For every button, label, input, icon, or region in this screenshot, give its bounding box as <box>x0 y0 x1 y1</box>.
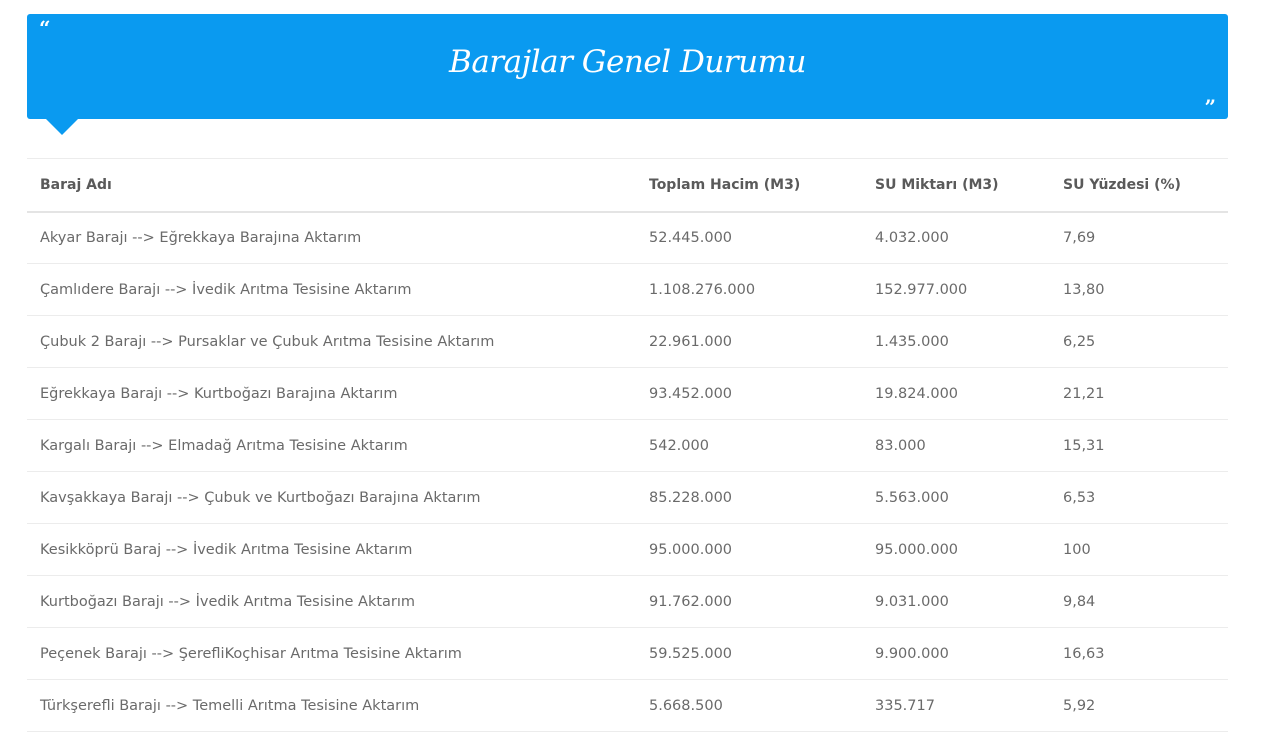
water-percent-cell: 9,84 <box>1063 593 1096 610</box>
total-volume-cell: 91.762.000 <box>649 593 733 610</box>
table-row <box>27 212 1228 264</box>
dam-name-cell: Kargalı Barajı --> Elmadağ Arıtma Tesisine Aktarım <box>40 437 408 454</box>
water-amount-cell: 4.032.000 <box>875 229 949 246</box>
dams-table <box>27 158 1228 732</box>
water-amount-cell: 5.563.000 <box>875 489 949 506</box>
water-percent-cell: 6,53 <box>1063 489 1096 506</box>
header-total-volume: Toplam Hacim (M3) <box>649 176 801 193</box>
water-amount-cell: 335.717 <box>875 697 935 714</box>
dam-name-cell: Peçenek Barajı --> ŞerefliKoçhisar Arıtma Tesisine Aktarım <box>40 645 462 662</box>
table-row <box>27 680 1228 732</box>
water-amount-cell: 19.824.000 <box>875 385 959 402</box>
water-amount-cell: 9.900.000 <box>875 645 949 662</box>
water-percent-cell: 100 <box>1063 541 1091 558</box>
water-percent-cell: 15,31 <box>1063 437 1105 454</box>
table-header-row <box>27 159 1228 212</box>
table-row <box>27 472 1228 524</box>
total-volume-cell: 95.000.000 <box>649 541 733 558</box>
header-water-amount: SU Miktarı (M3) <box>875 176 999 193</box>
water-percent-cell: 7,69 <box>1063 229 1096 246</box>
total-volume-cell: 542.000 <box>649 437 709 454</box>
total-volume-cell: 52.445.000 <box>649 229 733 246</box>
total-volume-cell: 22.961.000 <box>649 333 733 350</box>
water-percent-cell: 5,92 <box>1063 697 1096 714</box>
dam-name-cell: Çamlıdere Barajı --> İvedik Arıtma Tesisine Aktarım <box>40 281 412 298</box>
banner-pointer-arrow <box>46 119 78 135</box>
water-amount-cell: 152.977.000 <box>875 281 968 298</box>
table-row <box>27 264 1228 316</box>
dam-name-cell: Türkşerefli Barajı --> Temelli Arıtma Tesisine Aktarım <box>40 697 420 714</box>
dam-name-cell: Akyar Barajı --> Eğrekkaya Barajına Aktarım <box>40 229 362 246</box>
open-quote-icon: “ <box>39 16 51 40</box>
table-row <box>27 628 1228 680</box>
water-amount-cell: 1.435.000 <box>875 333 949 350</box>
water-percent-cell: 6,25 <box>1063 333 1096 350</box>
total-volume-cell: 59.525.000 <box>649 645 733 662</box>
dam-name-cell: Çubuk 2 Barajı --> Pursaklar ve Çubuk Arıtma Tesisine Aktarım <box>40 333 495 350</box>
water-amount-cell: 9.031.000 <box>875 593 949 610</box>
water-percent-cell: 13,80 <box>1063 281 1105 298</box>
header-dam-name: Baraj Adı <box>40 176 112 193</box>
dam-name-cell: Kesikköprü Baraj --> İvedik Arıtma Tesisine Aktarım <box>40 541 413 558</box>
dam-name-cell: Kurtboğazı Barajı --> İvedik Arıtma Tesisine Aktarım <box>40 593 416 610</box>
water-amount-cell: 95.000.000 <box>875 541 959 558</box>
table-row <box>27 576 1228 628</box>
table-row <box>27 316 1228 368</box>
table-row <box>27 524 1228 576</box>
total-volume-cell: 85.228.000 <box>649 489 733 506</box>
page-banner <box>27 14 1228 119</box>
water-amount-cell: 83.000 <box>875 437 926 454</box>
dam-name-cell: Kavşakkaya Barajı --> Çubuk ve Kurtboğazı Barajına Aktarım <box>40 489 481 506</box>
total-volume-cell: 93.452.000 <box>649 385 733 402</box>
page-title: Barajlar Genel Durumu <box>449 44 806 80</box>
table-row <box>27 368 1228 420</box>
close-quote-icon: ” <box>1204 95 1216 119</box>
water-percent-cell: 16,63 <box>1063 645 1105 662</box>
water-percent-cell: 21,21 <box>1063 385 1105 402</box>
dam-name-cell: Eğrekkaya Barajı --> Kurtboğazı Barajına Aktarım <box>40 385 398 402</box>
table-row <box>27 420 1228 472</box>
total-volume-cell: 1.108.276.000 <box>649 281 756 298</box>
total-volume-cell: 5.668.500 <box>649 697 723 714</box>
header-water-percent: SU Yüzdesi (%) <box>1063 176 1181 193</box>
